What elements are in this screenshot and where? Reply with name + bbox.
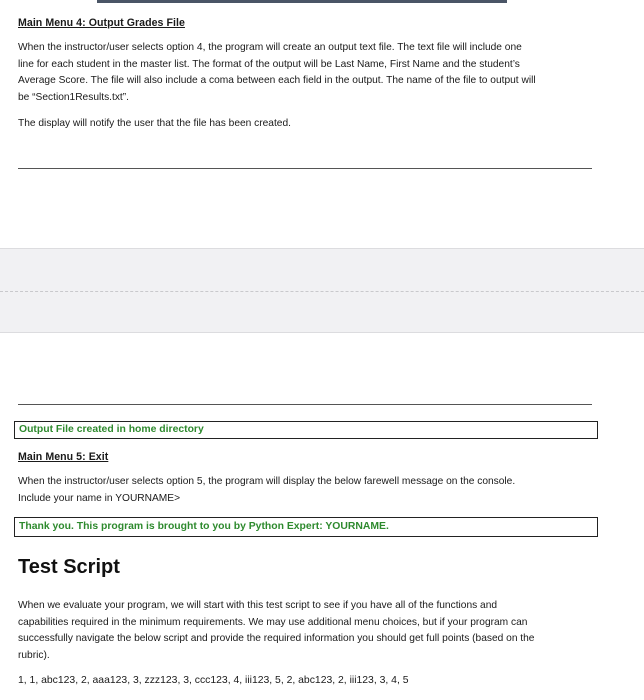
test-script-line: When we evaluate your program, we will start with this test script to see if you have all of the functions and — [18, 600, 498, 611]
test-script-paragraph — [18, 598, 596, 664]
page-break-dash — [0, 291, 644, 292]
menu5-paragraph — [18, 474, 596, 507]
menu4-line: be “Section1Results.txt”. — [18, 91, 129, 103]
test-script-line: capabilities required in the minimum requirements. We may use additional menu choices, but if your program can — [18, 616, 528, 628]
test-script-title: Test Script — [18, 556, 120, 578]
test-script-line: successfully navigate the below script and provide the required information you should get full points (based on the — [18, 633, 535, 644]
top-border-bar — [97, 0, 507, 3]
test-script-line: rubric). — [18, 649, 50, 661]
menu5-line: When the instructor/user selects option 5, the program will display the below farewell message on the console. — [18, 476, 516, 487]
menu4-output-box: Output File created in home directory — [14, 421, 598, 439]
menu4-paragraph — [18, 40, 596, 106]
menu4-line: line for each student in the master list. The format of the output will be Last Name, First Name and the student’s — [18, 58, 520, 70]
menu5-heading: Main Menu 5: Exit — [18, 451, 109, 463]
menu5-output-box: Thank you. This program is brought to you by Python Expert: YOURNAME. — [14, 517, 598, 537]
test-script-sequence: 1, 1, abc123, 2, aaa123, 3, zzz123, 3, ccc123, 4, iii123, 5, 2, abc123, 2, iii123, 3, 4, 5 — [18, 675, 409, 686]
menu4-heading: Main Menu 4: Output Grades File — [18, 17, 185, 29]
divider-rule — [18, 168, 592, 169]
divider-rule — [18, 404, 592, 405]
page-break-band — [0, 248, 644, 333]
menu4-line: Average Score. The file will also include a coma between each field in the output. The name of the file to output will — [18, 75, 536, 86]
menu5-line: Include your name in YOURNAME> — [18, 492, 181, 504]
menu4-line: When the instructor/user selects option 4, the program will create an output text file. The text file will include one — [18, 42, 522, 53]
menu4-note: The display will notify the user that the file has been created. — [18, 118, 291, 129]
